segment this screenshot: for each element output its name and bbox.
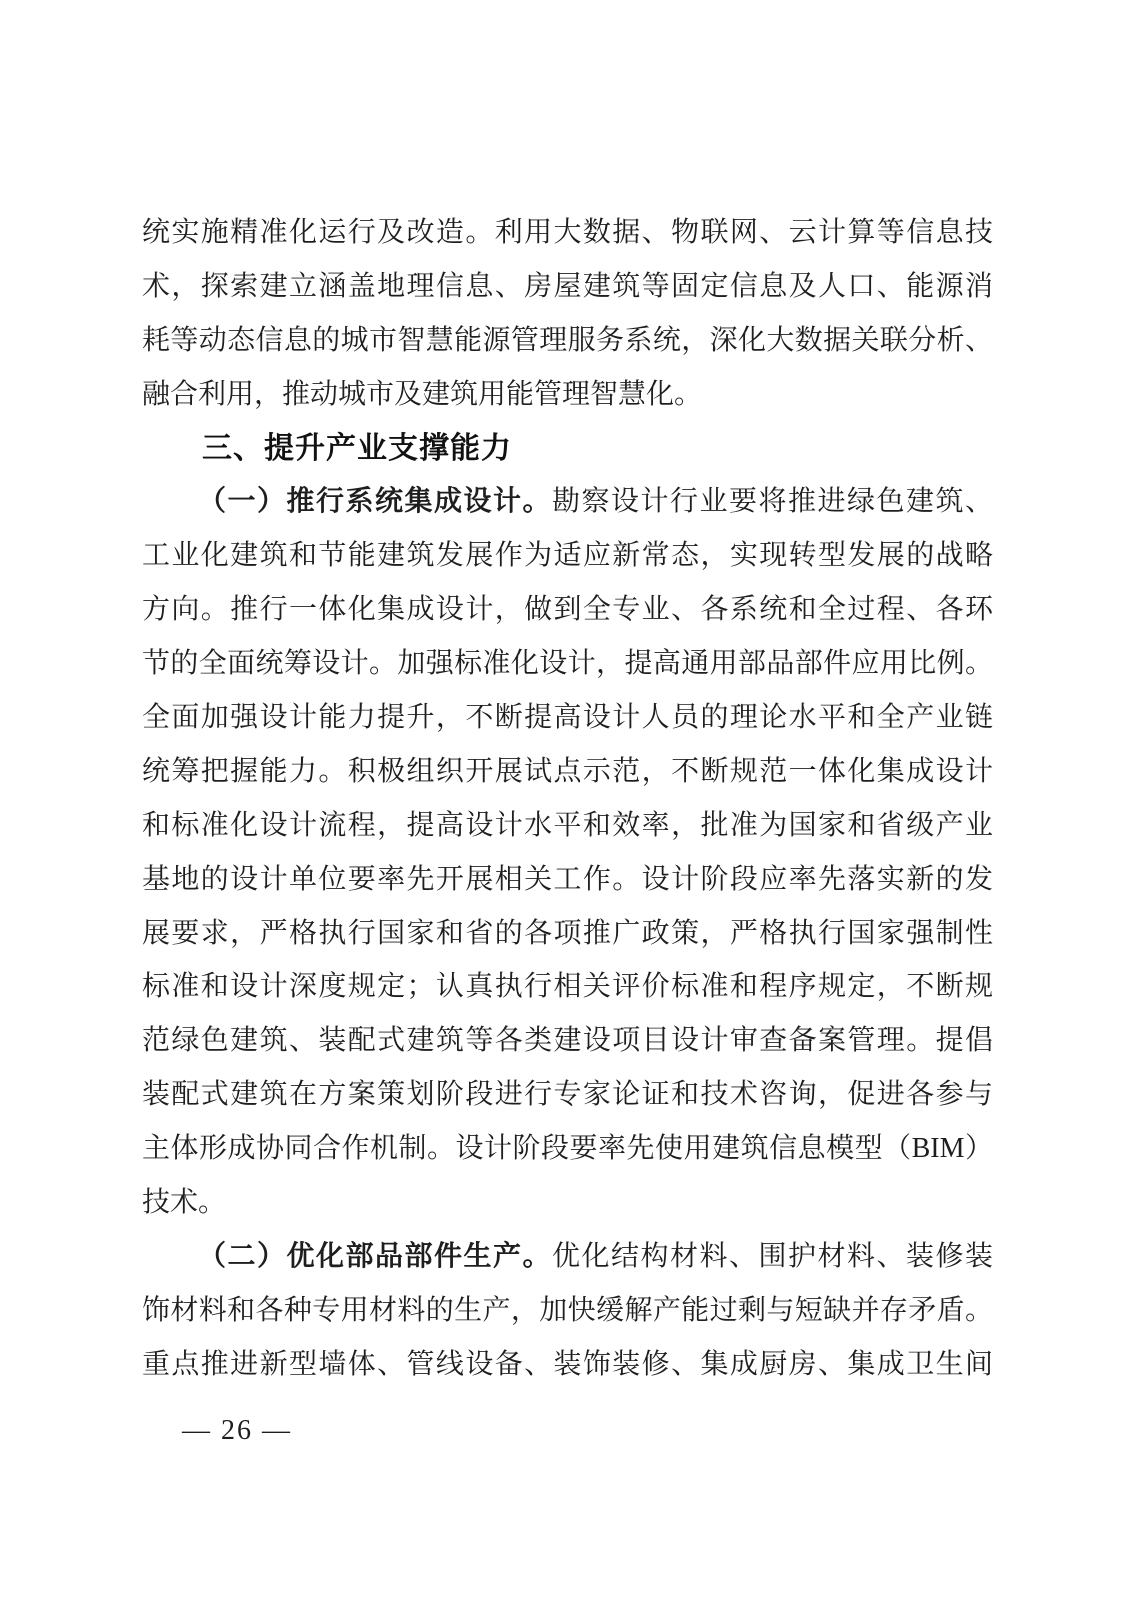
text-line: 装配式建筑在方案策划阶段进行专家论证和技术咨询，促进各参与 (142, 1079, 993, 1111)
section-heading: 三、提升产业支撑能力 (202, 431, 512, 465)
text-line-paragraph-lead (142, 475, 993, 529)
text-line: 展要求，严格执行国家和省的各项推广政策，严格执行国家强制性 (142, 917, 993, 949)
paragraph-lead-label: （二）优化部品部件生产。 (198, 1240, 552, 1272)
page-number: — 26 — (182, 1415, 292, 1446)
paragraph-lead-rest: 勘察设计行业要将推进绿色建筑、 (552, 486, 993, 518)
paragraph-lead-label: （一）推行系统集成设计。 (198, 486, 552, 518)
text-line: 融合利用，推动城市及建筑用能管理智慧化。 (142, 378, 703, 410)
text-line: 耗等动态信息的城市智慧能源管理服务系统，深化大数据关联分析、 (142, 324, 993, 356)
text-line: 节的全面统筹设计。加强标准化设计，提高通用部品部件应用比例。 (142, 648, 993, 680)
text-line: 术，探索建立涵盖地理信息、房屋建筑等固定信息及人口、能源消 (142, 270, 993, 302)
text-line: 全面加强设计能力提升，不断提高设计人员的理论水平和全产业链 (142, 702, 993, 734)
text-line: 标准和设计深度规定；认真执行相关评价标准和程序规定，不断规 (142, 971, 993, 1003)
text-line-paragraph-lead (142, 1230, 993, 1284)
text-line: 工业化建筑和节能建筑发展作为适应新常态，实现转型发展的战略 (142, 540, 993, 572)
text-line: 主体形成协同合作机制。设计阶段要率先使用建筑信息模型（BIM） (142, 1133, 993, 1165)
page-text-block (142, 206, 993, 1392)
paragraph-lead-rest: 优化结构材料、围护材料、装修装 (552, 1240, 993, 1272)
text-line: 和标准化设计流程，提高设计水平和效率，批准为国家和省级产业 (142, 809, 993, 841)
text-line: 技术。 (142, 1187, 227, 1219)
text-line: 方向。推行一体化集成设计，做到全专业、各系统和全过程、各环 (142, 594, 993, 626)
text-line: 统筹把握能力。积极组织开展试点示范，不断规范一体化集成设计 (142, 755, 993, 787)
text-line: 基地的设计单位要率先开展相关工作。设计阶段应率先落实新的发 (142, 863, 993, 895)
text-line: 重点推进新型墙体、管线设备、装饰装修、集成厨房、集成卫生间 (142, 1348, 993, 1380)
text-line: 范绿色建筑、装配式建筑等各类建设项目设计审查备案管理。提倡 (142, 1025, 993, 1057)
text-line: 统实施精准化运行及改造。利用大数据、物联网、云计算等信息技 (142, 217, 993, 248)
text-line: 饰材料和各种专用材料的生产，加快缓解产能过剩与短缺并存矛盾。 (142, 1294, 993, 1326)
